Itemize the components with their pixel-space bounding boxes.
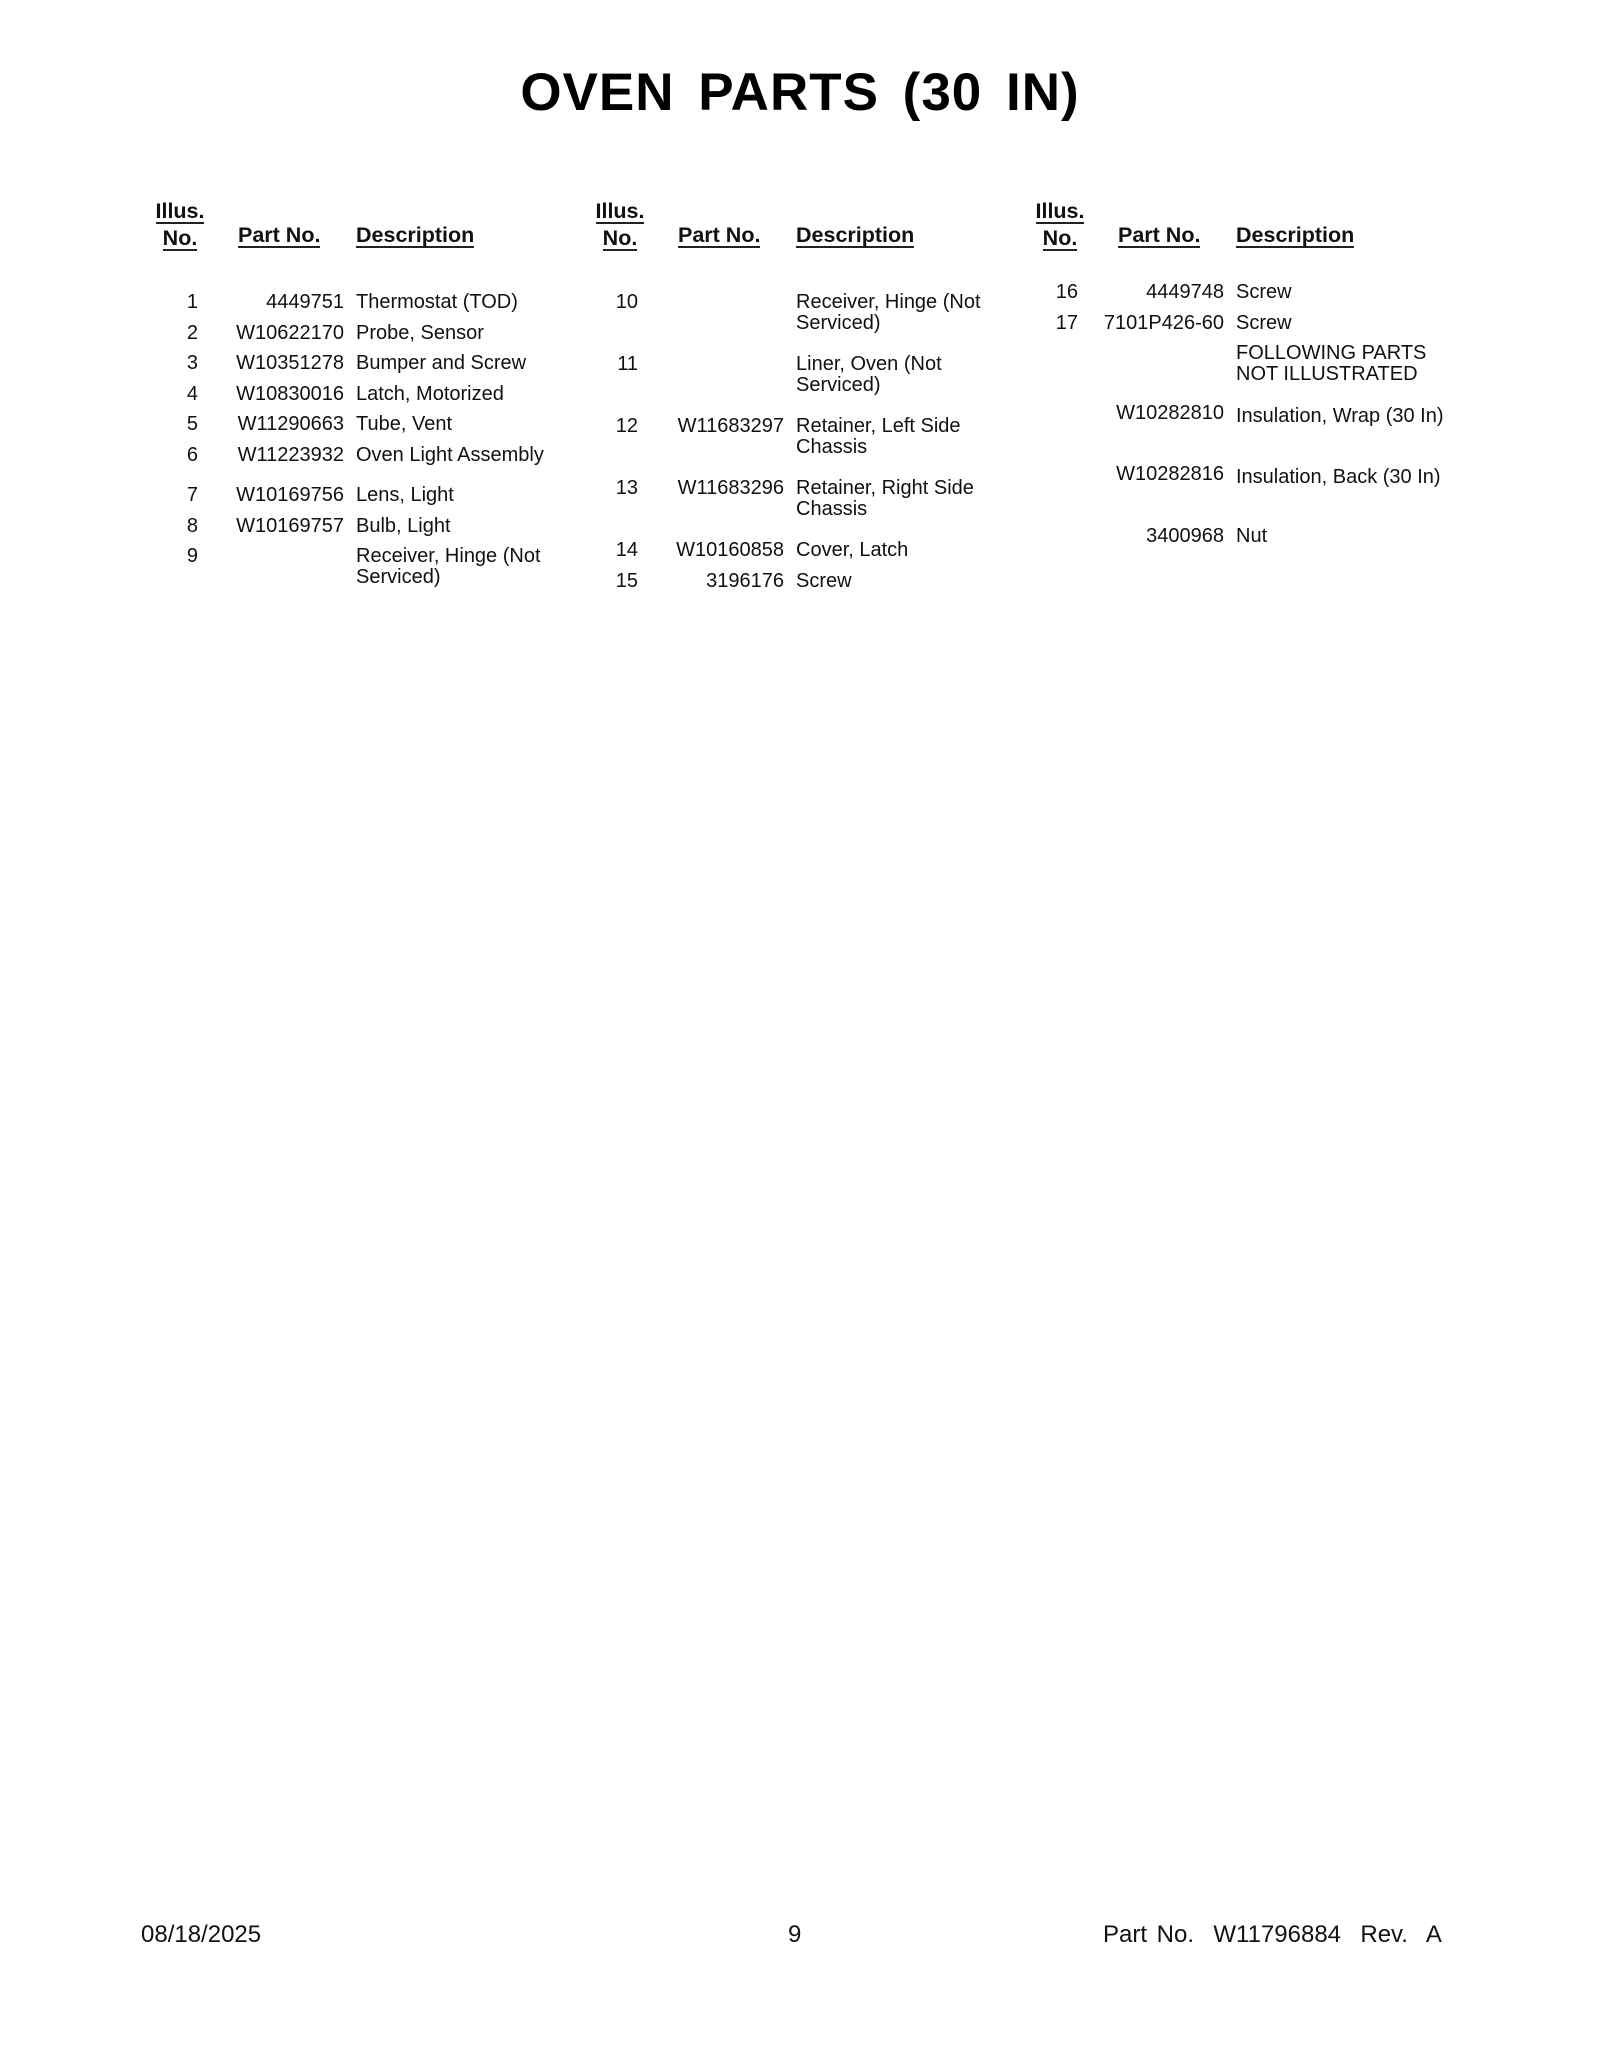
illus-no: 13 <box>615 477 638 499</box>
footer-part-number: Part No. W11796884 Rev. A <box>1103 1921 1442 1948</box>
header-illus-no <box>1032 198 1088 251</box>
parts-table-column-1 <box>152 198 582 588</box>
header-part-no: Part No. <box>238 223 321 247</box>
description: Receiver, Hinge (Not Serviced) <box>796 291 981 334</box>
header-illus-line1: Illus. <box>155 199 205 223</box>
illus-no: 1 <box>186 291 198 313</box>
description: Insulation, Back (30 In) <box>1236 466 1441 488</box>
illus-no: 2 <box>186 322 198 344</box>
part-no: W11683296 <box>677 477 784 499</box>
part-no: 7101P426-60 <box>1103 312 1224 334</box>
header-illus-line2: No. <box>1042 226 1078 250</box>
header-illus-no <box>152 198 208 251</box>
description: Insulation, Wrap (30 In) <box>1236 405 1444 427</box>
part-no: 3400968 <box>1146 525 1224 547</box>
part-no: 3196176 <box>706 570 784 592</box>
description: Nut <box>1236 525 1268 547</box>
part-no: W10169756 <box>236 484 344 506</box>
table-header <box>1032 198 1462 258</box>
illus-no: 9 <box>186 545 198 567</box>
header-illus-no <box>592 198 648 251</box>
part-no: W11683297 <box>677 415 784 437</box>
description: Bumper and Screw <box>356 352 527 374</box>
description: Retainer, Left Side Chassis <box>796 415 961 458</box>
part-no: W10282816 <box>1116 463 1224 485</box>
header-illus-line1: Illus. <box>595 199 645 223</box>
description: FOLLOWING PARTS NOT ILLUSTRATED <box>1236 342 1427 385</box>
illus-no: 6 <box>186 444 198 466</box>
footer-date: 08/18/2025 <box>141 1921 262 1948</box>
header-description: Description <box>796 223 915 247</box>
part-no: W11290663 <box>237 413 344 435</box>
description: Thermostat (TOD) <box>356 291 518 313</box>
description: Screw <box>1236 312 1292 334</box>
parts-table-column-3 <box>1032 198 1462 547</box>
header-part-no: Part No. <box>678 223 761 247</box>
table-header <box>592 198 1022 258</box>
part-no: W10282810 <box>1116 402 1224 424</box>
part-no: W10622170 <box>236 322 344 344</box>
header-description: Description <box>356 223 475 247</box>
illus-no: 3 <box>186 352 198 374</box>
page-title: OVEN PARTS (30 IN) <box>520 63 1080 122</box>
illus-no: 5 <box>186 413 198 435</box>
header-illus-line2: No. <box>162 226 198 250</box>
part-no: W10160858 <box>676 539 784 561</box>
illus-no: 14 <box>615 539 638 561</box>
illus-no: 8 <box>186 515 198 537</box>
illus-no: 10 <box>615 291 638 313</box>
table-header <box>152 198 582 258</box>
part-no: W10169757 <box>236 515 344 537</box>
header-part-no: Part No. <box>1118 223 1201 247</box>
illus-no: 12 <box>615 415 638 437</box>
illus-no: 7 <box>186 484 198 506</box>
description: Cover, Latch <box>796 539 909 561</box>
description: Tube, Vent <box>356 413 452 435</box>
description: Oven Light Assembly <box>356 444 544 466</box>
description: Retainer, Right Side Chassis <box>796 477 974 520</box>
illus-no: 15 <box>615 570 638 592</box>
description: Screw <box>796 570 852 592</box>
part-no: W10351278 <box>236 352 344 374</box>
footer-page-number: 9 <box>788 1921 802 1948</box>
description: Probe, Sensor <box>356 322 484 344</box>
part-no: 4449751 <box>266 291 344 313</box>
part-no: W11223932 <box>237 444 344 466</box>
illus-no: 4 <box>186 383 198 405</box>
description: Liner, Oven (Not Serviced) <box>796 353 942 396</box>
header-illus-line1: Illus. <box>1035 199 1085 223</box>
header-illus-line2: No. <box>602 226 638 250</box>
part-no: 4449748 <box>1146 281 1224 303</box>
description: Receiver, Hinge (Not Serviced) <box>356 545 541 588</box>
description: Screw <box>1236 281 1292 303</box>
part-no: W10830016 <box>236 383 344 405</box>
illus-no: 11 <box>617 353 638 375</box>
illus-no: 17 <box>1055 312 1078 334</box>
illus-no: 16 <box>1055 281 1078 303</box>
description: Latch, Motorized <box>356 383 504 405</box>
description: Bulb, Light <box>356 515 451 537</box>
header-description: Description <box>1236 223 1355 247</box>
parts-table-column-2 <box>592 198 1022 592</box>
description: Lens, Light <box>356 484 454 506</box>
